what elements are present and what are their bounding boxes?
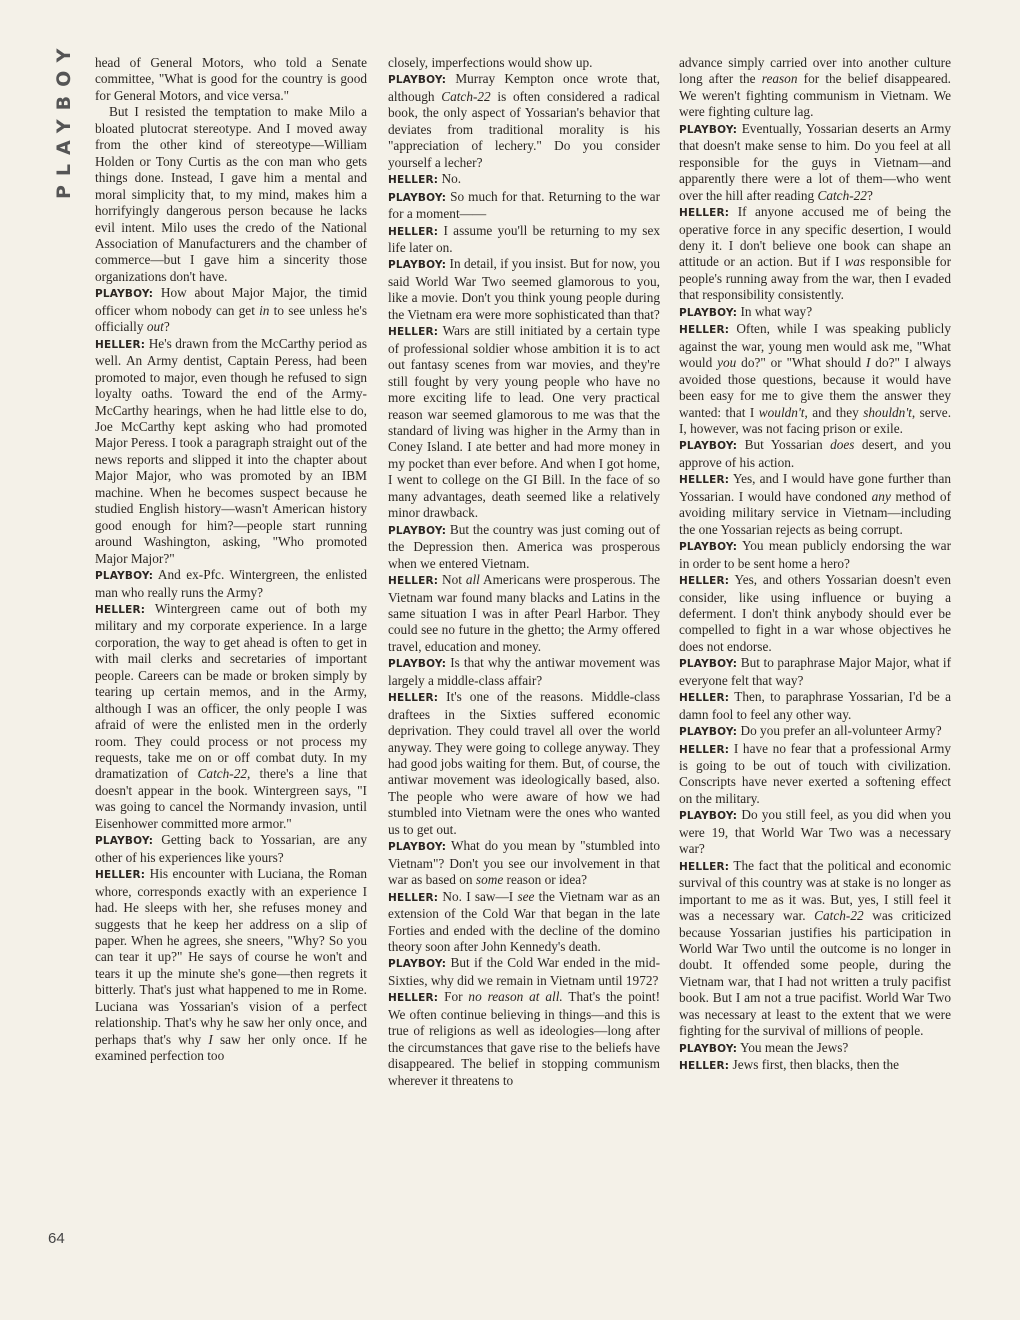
paragraph-text: He's drawn from the McCarthy period as well. An Army dentist, Captain Peress, had been promoted to major, even though he refused to sign loyalty oaths. Toward the end of the Army-McCarthy hearings, when he had little else to do, Joe McCarthy kept asking who had promoted Major Peress. I took a paragraph straight out of the news reports and slipped it into the chapter about Major Major, who was promoted by an IBM machine. When he becomes suspect because he studied English history—wasn't American history good enough for him?—people start running around Washington, asking, "Who promoted Major Major?" — [95, 335, 367, 566]
paragraph — [679, 471, 951, 538]
paragraph — [388, 171, 660, 188]
paragraph-text: Often, while I was speaking publicly against the war, young men would ask me, "What would you do?" or "What should I do?" I always avoided those questions, because it would have been easy for me to give them the answer they wanted: that I wouldn't, and they shouldn't, serve. I, however, was not facing prison or exile. — [679, 321, 952, 436]
speaker-label: PLAYBOY: — [388, 191, 447, 204]
speaker-label: PLAYBOY: — [679, 440, 738, 453]
paragraph-text: Wintergreen came out of both my military and my corporate experience. In a large corporation, the way to get ahead is often to get in with mail clerks and secretaries of important people. Careers can be made or broken simply by tearing up certain memos, and in the Army, although I was an officer, the only people I was afraid of were the enlisted men in the orderly room. They could process or not process my requests, take me on or off combat duty. In my dramatization of Catch-22, there's a line that doesn't appear in the book. Wintergreen says, "I was going to cancel the Normandy invasion, until Eisenhower committed more armor." — [95, 600, 368, 831]
speaker-label: PLAYBOY: — [679, 658, 738, 671]
paragraph-text: Then, to paraphrase Yossarian, I'd be a damn fool to feel any other way. — [679, 689, 951, 722]
paragraph — [388, 256, 660, 323]
speaker-label: HELLER: — [679, 575, 730, 588]
paragraph-text: Jews first, then blacks, then the — [732, 1057, 900, 1073]
paragraph-text: Wars are still initiated by a certain type of professional soldier whose ambition it is to act out fantasy scenes from war movies, and they're still fought by very young people who have no more exciting life to lead. One very practical reason war seemed glamorous to me was that the standard of living was higher in the Army than in Coney Island. I ate better and had more money in my pocket than ever before. And when I got home, I went to college on the GI Bill. In the face of so many advantages, death seemed like a relatively minor drawback. — [388, 323, 660, 521]
speaker-label: HELLER: — [95, 603, 146, 616]
paragraph-text: You mean the Jews? — [740, 1039, 849, 1055]
paragraph — [95, 567, 367, 601]
paragraph — [95, 55, 367, 104]
speaker-label: PLAYBOY: — [679, 726, 738, 739]
paragraph-text: His encounter with Luciana, the Roman whore, corresponds exactly with an experience I had. He sleeps with her, she refuses money and suggests that he keep her address on a slip of paper. When he agrees, she sneers, "Why? So you can tear it up?" He says of course he won't and tears it up the minute she's gone—then regrets it bitterly. That's just what happened to me in Rome. Luciana was Yossarian's vision of a perfect relationship. That's why he saw her only once, and perhaps that's why I saw her only once. If he examined perfection too — [95, 866, 368, 1064]
paragraph-text: No. I saw—I see the Vietnam war as an extension of the Cold War that began in the late Forties and ended with the decline of the domino theory soon after John Kennedy's death. — [388, 888, 661, 955]
speaker-label: HELLER: — [679, 1060, 730, 1073]
speaker-label: HELLER: — [679, 474, 730, 487]
speaker-label: HELLER: — [95, 338, 146, 351]
paragraph — [679, 437, 951, 471]
paragraph — [95, 601, 367, 832]
paragraph — [388, 522, 660, 572]
paragraph-text: What do you mean by "stumbled into Vietnam"? Don't you see our involvement in that war as based on some reason or idea? — [388, 838, 660, 888]
paragraph — [388, 572, 660, 655]
speaker-label: HELLER: — [388, 575, 439, 588]
speaker-label: HELLER: — [679, 692, 730, 705]
paragraph — [388, 689, 660, 838]
paragraph — [679, 321, 951, 437]
paragraph-text: Yes, and others Yossarian doesn't even consider, like using influence or buying a deferment. I don't think anybody should ever be compelled to fight in a war whose objectives he does not endorse. — [679, 572, 951, 654]
speaker-label: HELLER: — [679, 860, 730, 873]
paragraph-text: But I resisted the temptation to make Milo a bloated plutocrat stereotype. And I moved away from the other kind of stereotype—William Holden or Tony Curtis as the con man who gets things done. Instead, I gave him a mental and moral simplicity that, to my mind, makes him a horrifyingly dangerous person because he lacks evil intent. Milo uses the credo of the National Association of Manufacturers and the chamber of commerce—but I gave him a sincerity those organizations don't have. — [95, 104, 367, 284]
text-column-2 — [388, 55, 660, 1089]
paragraph-text: So much for that. Returning to the war for a moment—— — [388, 188, 661, 222]
paragraph-text: Do you still feel, as you did when you were 19, that World War Two was a necessary war? — [679, 807, 951, 857]
speaker-label: PLAYBOY: — [679, 306, 738, 319]
paragraph — [679, 689, 951, 723]
paragraph — [95, 832, 367, 866]
speaker-label: HELLER: — [388, 326, 439, 339]
paragraph-text: advance simply carried over into another culture long after the reason for the belief disappeared. We weren't fighting communism in Vietnam. We were fighting culture lag. — [679, 55, 951, 120]
speaker-label: HELLER: — [679, 207, 730, 220]
text-column-1 — [95, 55, 367, 1065]
paragraph — [679, 304, 951, 321]
paragraph — [95, 285, 367, 335]
speaker-label: PLAYBOY: — [388, 841, 447, 854]
speaker-label: HELLER: — [388, 992, 439, 1005]
paragraph — [388, 889, 660, 956]
paragraph — [388, 955, 660, 989]
paragraph — [95, 104, 367, 285]
paragraph-text: Getting back to Yossarian, are any other of his experiences like yours? — [95, 832, 367, 865]
paragraph — [679, 1057, 951, 1074]
speaker-label: PLAYBOY: — [95, 288, 154, 301]
paragraph — [679, 55, 951, 121]
paragraph-text: For no reason at all. That's the point! We often continue believing in things—and this is true of religions as well as ideologies—long after the circumstances that gave rise to the beliefs have disappeared. The belief in stopping communism wherever it threatens to — [388, 989, 661, 1088]
speaker-label: PLAYBOY: — [679, 123, 738, 136]
speaker-label: PLAYBOY: — [679, 810, 738, 823]
speaker-label: PLAYBOY: — [388, 74, 447, 87]
speaker-label: HELLER: — [388, 891, 439, 904]
page-number: 64 — [48, 1230, 65, 1247]
text-column-3 — [679, 55, 951, 1075]
paragraph-text: How about Major Major, the timid officer whom nobody can get in to see unless he's officially out? — [95, 285, 368, 335]
paragraph — [388, 323, 660, 521]
speaker-label: PLAYBOY: — [95, 570, 154, 583]
speaker-label: HELLER: — [388, 225, 439, 238]
paragraph — [95, 336, 367, 567]
paragraph — [388, 655, 660, 689]
paragraph — [388, 838, 660, 888]
speaker-label: PLAYBOY: — [388, 259, 447, 272]
paragraph-text: In detail, if you insist. But for now, you said World War Two seemed glamorous to you, like a movie. Don't you think young people during the Vietnam era were more sophisticated than that? — [388, 256, 661, 322]
paragraph — [679, 807, 951, 857]
paragraph-text: Murray Kempton once wrote that, although Catch-22 is often considered a radical book, the only aspect of Yossarian's behavior that deviates from traditional morality is his "appreciation of lechery." Do you consider yourself a lecher? — [388, 71, 660, 170]
paragraph-text: head of General Motors, who told a Senate committee, "What is good for the country is good for General Motors, and vice versa." — [95, 55, 367, 103]
paragraph-text: I assume you'll be returning to my sex life later on. — [388, 222, 661, 255]
paragraph-text: But Yossarian does desert, and you approve of his action. — [679, 437, 951, 470]
paragraph — [679, 204, 951, 304]
paragraph — [679, 572, 951, 655]
paragraph-text: The fact that the political and economic survival of this country was at stake is no longer as important to me as it was. But, yes, I still feel it was a necessary war. Catch-22 was criticized because Yossarian justifies his participation in World War Two until the outcome is no longer in doubt. It offended some people, during the Vietnam war, that I had not written a truly pacifist book. But I am not a true pacifist. World War Two was necessary at least to the extent that we were fighting for the survival of millions of people. — [679, 857, 952, 1039]
paragraph — [679, 538, 951, 572]
paragraph-text: No. — [441, 171, 462, 187]
paragraph-text: closely, imperfections would show up. — [388, 55, 593, 70]
speaker-label: HELLER: — [679, 743, 730, 756]
speaker-label: PLAYBOY: — [679, 1042, 738, 1055]
paragraph-text: I have no fear that a professional Army is going to be out of touch with civilization. Conscripts have never exerted a softening effect on the military. — [679, 740, 952, 806]
paragraph — [679, 723, 951, 740]
paragraph-text: You mean publicly endorsing the war in order to be sent home a hero? — [679, 538, 951, 571]
speaker-label: PLAYBOY: — [388, 958, 447, 971]
paragraph — [679, 741, 951, 808]
speaker-label: HELLER: — [95, 869, 146, 882]
speaker-label: PLAYBOY: — [388, 658, 447, 671]
speaker-label: HELLER: — [388, 174, 439, 187]
paragraph-text: It's one of the reasons. Middle-class draftees in the Sixties suffered economic deprivation. They could travel all over the world anyway. They were going to college anyway. They had good jobs waiting for them. But, of course, the antiwar movement was ideologically based, also. The people who were aware of how we had stumbled into Vietnam were the ones who wanted us to get out. — [388, 689, 660, 837]
paragraph — [679, 655, 951, 689]
paragraph — [388, 71, 660, 171]
paragraph — [679, 1040, 951, 1057]
paragraph — [679, 858, 951, 1040]
paragraph — [679, 121, 951, 204]
paragraph-text: But to paraphrase Major Major, what if everyone felt that way? — [679, 655, 952, 688]
paragraph — [388, 989, 660, 1089]
paragraph-text: Yes, and I would have gone further than Yossarian. I would have condoned any method of avoiding military service in Vietnam—including the one Yossarian rejects as being corrupt. — [679, 471, 952, 537]
speaker-label: PLAYBOY: — [388, 524, 447, 537]
magazine-masthead: PLAYBOY — [53, 40, 75, 200]
paragraph-text: Not all Americans were prosperous. The Vietnam war found many blacks and Latins in the same situation I was in after Pearl Harbor. They could see no future in the ghetto; the Army offered travel, education and money. — [388, 572, 660, 654]
paragraph-text: Do you prefer an all-volunteer Army? — [740, 723, 942, 739]
speaker-label: PLAYBOY: — [95, 835, 154, 848]
paragraph — [388, 189, 660, 223]
paragraph-text: Is that why the antiwar movement was largely a middle-class affair? — [388, 655, 661, 688]
speaker-label: PLAYBOY: — [679, 541, 738, 554]
paragraph-text: And ex-Pfc. Wintergreen, the enlisted man who really runs the Army? — [95, 567, 367, 600]
paragraph — [95, 866, 367, 1064]
speaker-label: HELLER: — [388, 692, 439, 705]
paragraph-text: But if the Cold War ended in the mid-Sixties, why did we remain in Vietnam until 1972? — [388, 955, 660, 988]
paragraph-text: Eventually, Yossarian deserts an Army that doesn't make sense to him. Do you feel at all responsible for the guys in Vietnam—and apparently there were a lot of them—who went over the hill after reading Catch-22? — [679, 120, 951, 203]
speaker-label: HELLER: — [679, 324, 730, 337]
paragraph-text: If anyone accused me of being the operative force in any specific desertion, I would deny it. I don't believe one book can shape an attitude or an action. But if I was responsible for people's running away from the war, then I evaded that responsibility consistently. — [679, 204, 952, 303]
paragraph — [388, 55, 660, 71]
paragraph-text: In what way? — [740, 303, 813, 319]
paragraph — [388, 223, 660, 257]
paragraph-text: But the country was just coming out of the Depression then. America was prosperous when we entered Vietnam. — [388, 521, 661, 571]
